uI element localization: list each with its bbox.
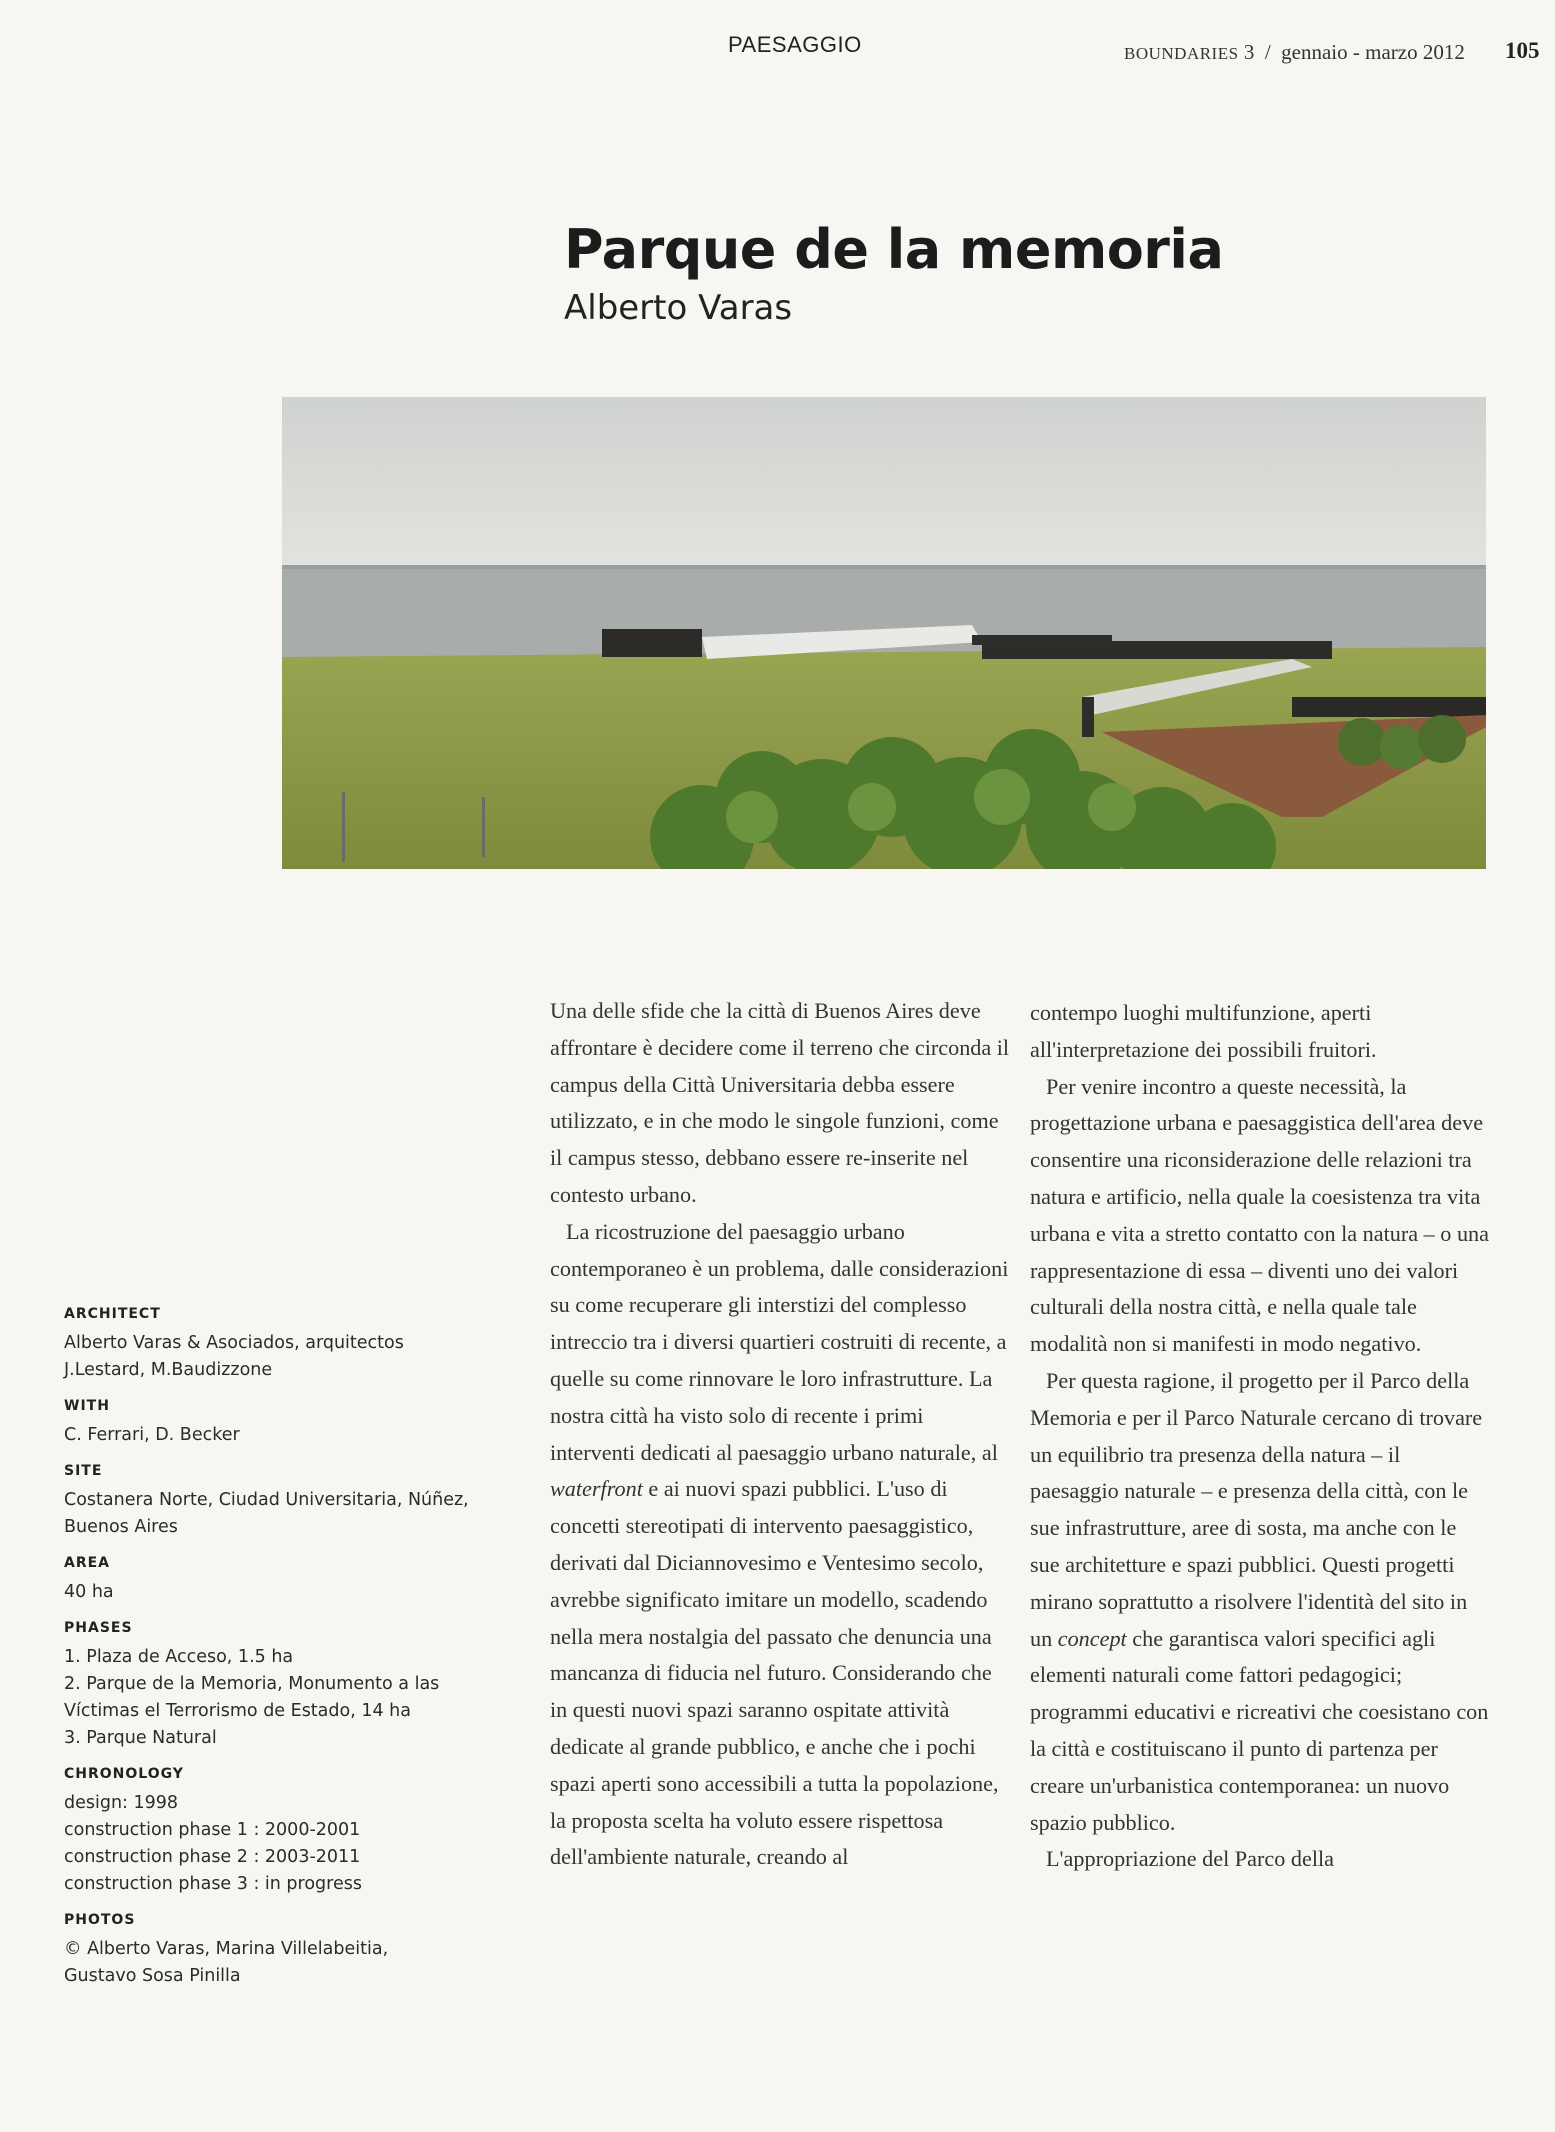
architect-line: J.Lestard, M.Baudizzone [64, 1360, 273, 1380]
body-text: che garantisca valori specifici agli elementi naturali come fattori pedagogici; programmi educativi e ricreativi che coesistano con la città e costituiscano il punto di partenza per creare un'urbanistica contemporanea: un nuovo spazio pubblico. [1030, 1625, 1489, 1835]
chronology-label: CHRONOLOGY [64, 1766, 184, 1782]
chronology-block [64, 1766, 484, 1898]
area-block [64, 1555, 484, 1606]
architect-block [64, 1306, 484, 1384]
journal-info [1124, 40, 1465, 65]
phases-line: 1. Plaza de Acceso, 1.5 ha [64, 1647, 294, 1667]
site-line: Buenos Aires [64, 1517, 178, 1537]
article-title: Parque de la memoria [564, 218, 1224, 281]
site-label: SITE [64, 1463, 103, 1479]
phases-label: PHASES [64, 1620, 133, 1636]
project-info [64, 1306, 484, 2004]
chronology-line: construction phase 3 : in progress [64, 1874, 362, 1894]
emphasis-text: concept [1057, 1625, 1127, 1651]
body-paragraph: Una delle sfide che la città di Buenos Aires deve affrontare è decidere come il terreno che circonda il campus della Città Universitaria debba essere utilizzato, e in che modo le singole funzioni, come il campus stesso, debbano essere re-inserite nel contesto urbano. [550, 998, 1010, 1207]
chronology-line: construction phase 1 : 2000-2001 [64, 1820, 361, 1840]
journal-name: BOUNDARIES [1124, 44, 1239, 63]
body-text: La ricostruzione del paesaggio urbano contemporaneo è un problema, dalle considerazioni su come recuperare gli interstizi del complesso intreccio tra i diversi quartieri costruiti di recente, a quelle su come rinnovare le loro infrastrutture. La nostra città ha visto solo di recente i primi interventi dedicati al paesaggio urbano naturale, al [550, 1218, 1009, 1465]
emphasis-text: waterfront [550, 1476, 643, 1502]
body-column-1 [550, 993, 1010, 1876]
body-paragraph: contempo luoghi multifunzione, aperti all'interpretazione dei possibili fruitori. [1030, 1000, 1377, 1062]
photos-line: © Alberto Varas, Marina Villelabeitia, [64, 1939, 389, 1959]
body-paragraph: Per venire incontro a queste necessità, la progettazione urbana e paesaggistica dell'area deve consentire una riconsiderazione delle relazioni tra natura e artificio, nella quale la coesistenza tra vita urbana e vita a stretto contatto con la natura – o una rappresentazione di essa – diventi uno dei valori culturali della nostra città, e nella quale tale modalità non si manifesti in modo negativo. [1030, 1073, 1489, 1357]
journal-separator: / [1264, 40, 1271, 64]
site-line: Costanera Norte, Ciudad Universitaria, Núñez, [64, 1490, 469, 1510]
body-text: e ai nuovi spazi pubblici. L'uso di concetti stereotipati di intervento paesaggistico, derivati dal Diciannovesimo e Ventesimo secolo, avrebbe significato imitare un modello, scadendo nella mera nostalgia del passato che denuncia una mancanza di fiducia nel futuro. Considerando che in questi nuovi spazi saranno ospitate attività dedicate al grande pubblico, e anche che i pochi spazi aperti sono accessibili a tutta la popolazione, la proposta scelta ha voluto essere rispettosa dell'ambiente naturale, creando al [550, 1476, 999, 1870]
journal-date: gennaio - marzo 2012 [1281, 40, 1465, 64]
area-label: AREA [64, 1555, 111, 1571]
with-label: WITH [64, 1398, 110, 1414]
area-line: 40 ha [64, 1582, 114, 1602]
body-paragraph: L'appropriazione del Parco della [1046, 1846, 1334, 1872]
with-line: C. Ferrari, D. Becker [64, 1425, 240, 1445]
phases-line: 2. Parque de la Memoria, Monumento a las [64, 1674, 440, 1694]
photos-line: Gustavo Sosa Pinilla [64, 1966, 241, 1986]
architect-label: ARCHITECT [64, 1306, 161, 1322]
photos-label: PHOTOS [64, 1912, 136, 1928]
journal-issue: 3 [1243, 40, 1255, 64]
body-paragraph [1030, 1363, 1490, 1841]
section-label: PAESAGGIO [728, 32, 862, 57]
park-photo [282, 397, 1486, 869]
phases-block [64, 1620, 484, 1752]
phases-line: 3. Parque Natural [64, 1728, 217, 1748]
phases-line: Víctimas el Terrorismo de Estado, 14 ha [64, 1701, 411, 1721]
site-block [64, 1463, 484, 1541]
chronology-line: design: 1998 [64, 1793, 179, 1813]
body-column-2 [1030, 995, 1490, 1878]
chronology-line: construction phase 2 : 2003-2011 [64, 1847, 361, 1867]
with-block [64, 1398, 484, 1449]
architect-line: Alberto Varas & Asociados, arquitectos [64, 1333, 404, 1353]
page-number: 105 [1505, 38, 1540, 63]
article-author: Alberto Varas [564, 288, 793, 328]
body-text: Per questa ragione, il progetto per il Parco della Memoria e per il Parco Naturale cercano di trovare un equilibrio tra presenza della natura – il paesaggio naturale – e presenza della città, con le sue infrastrutture, aree di sosta, ma anche con le sue architetture e spazi pubblici. Questi progetti mirano soprattutto a risolvere l'identità del sito in un [1030, 1367, 1483, 1651]
park-photo-illustration [282, 397, 1486, 869]
body-paragraph [550, 1214, 1010, 1876]
photos-block [64, 1912, 484, 1990]
